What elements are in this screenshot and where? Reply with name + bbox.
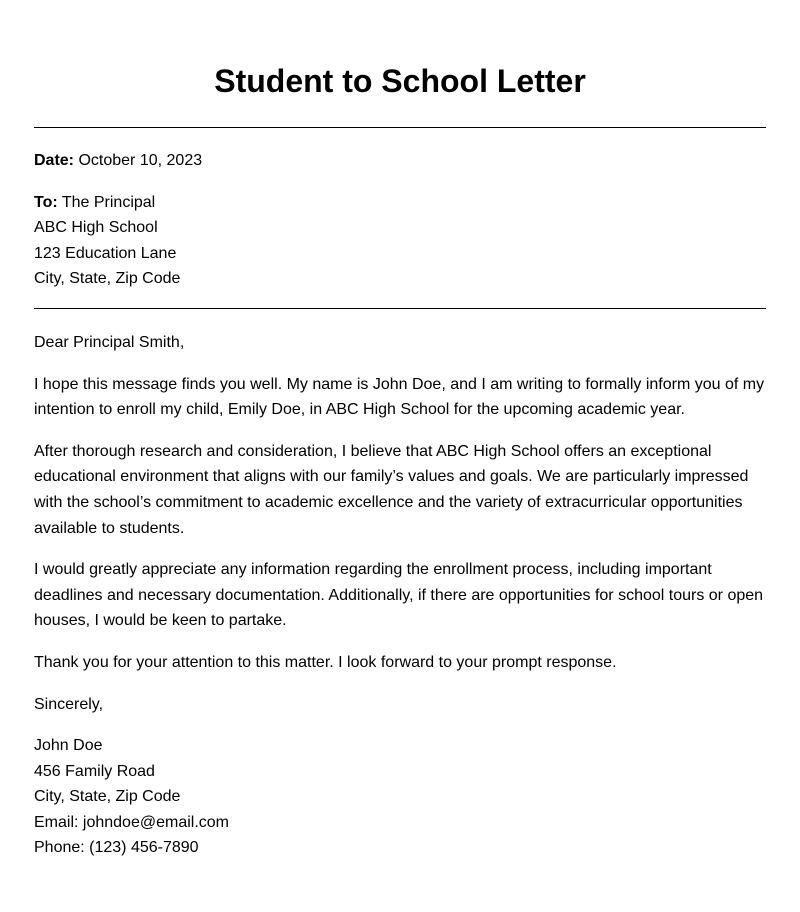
sender-name: John Doe xyxy=(34,737,103,755)
recipient-name: The Principal xyxy=(61,193,156,211)
recipient-city: City, State, Zip Code xyxy=(34,270,181,288)
recipient-street: 123 Education Lane xyxy=(34,244,177,262)
date-value: October 10, 2023 xyxy=(78,152,203,169)
page-title: Student to School Letter xyxy=(214,63,586,99)
body-paragraph-4: Thank you for your attention to this matter. I look forward to your prompt response. xyxy=(34,653,617,671)
address-divider xyxy=(34,308,766,309)
closing: Sincerely, xyxy=(34,695,104,713)
recipient-address xyxy=(34,190,766,292)
header-divider xyxy=(34,127,766,128)
body-paragraph-3: I would greatly appreciate any information regarding the enrollment process, including important deadlines and necessary documentation. Additionally, if there are opportunities for school tours or open houses, I would be keen to partake. xyxy=(34,561,764,630)
sender-phone: Phone: (123) 456-7890 xyxy=(34,839,199,857)
recipient-line xyxy=(34,190,766,216)
recipient-school: ABC High School xyxy=(34,219,158,237)
body-paragraph-1: I hope this message finds you well. My name is John Doe, and I am writing to formally inform you of my intention to enroll my child, Emily Doe, in ABC High School for the upcoming academic year. xyxy=(34,375,765,419)
sender-street: 456 Family Road xyxy=(34,762,155,780)
salutation: Dear Principal Smith, xyxy=(34,333,185,351)
date-label: Date: xyxy=(34,152,75,169)
body-paragraph-2: After thorough research and consideration, I believe that ABC High School offers an exceptional educational environment that aligns with our family’s values and goals. We are particularly impressed with the school’s commitment to academic excellence and the variety of extracurricular opportunities available to students. xyxy=(34,442,749,537)
recipient-label: To: xyxy=(34,193,58,211)
date-line xyxy=(34,148,766,174)
sender-signature-block xyxy=(34,733,766,861)
sender-email: Email: johndoe@email.com xyxy=(34,813,229,831)
sender-city: City, State, Zip Code xyxy=(34,788,181,806)
